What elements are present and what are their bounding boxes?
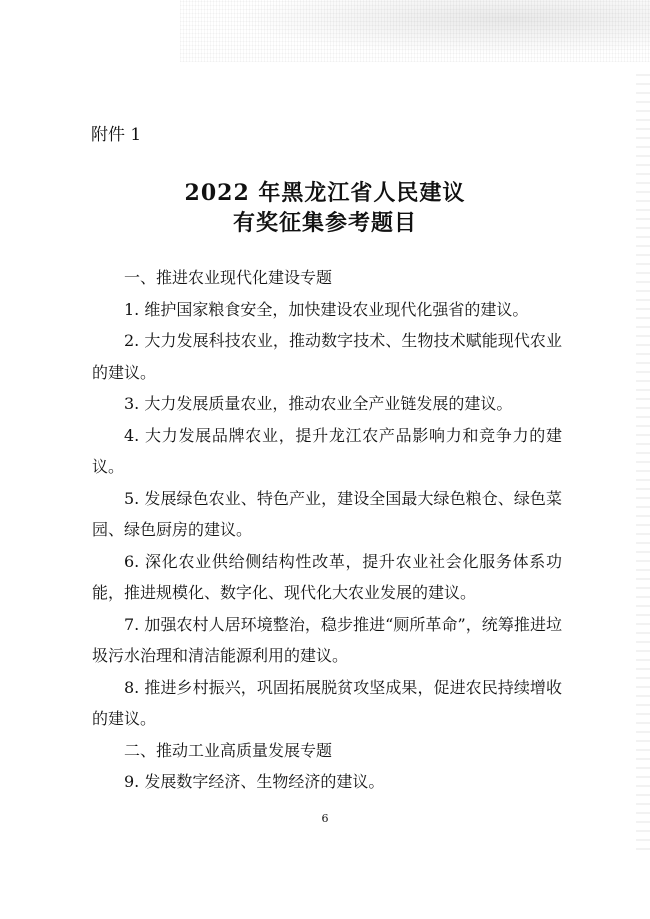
section-heading: 一、推进农业现代化建设专题 <box>124 268 333 287</box>
topic-item: 1. 维护国家粮食安全，加快建设农业现代化强省的建议。 <box>124 299 529 319</box>
topic-list <box>92 262 562 798</box>
scan-artifact <box>180 0 650 62</box>
topic-item: 3. 大力发展质量农业，推动农业全产业链发展的建议。 <box>124 394 513 413</box>
topic-item: 5. 发展绿色农业、特色产业，建设全国最大绿色粮仓、绿色菜园、绿色厨房的建议。 <box>92 488 562 539</box>
topic-item: 6. 深化农业供给侧结构性改革，提升农业社会化服务体系功能，推进规模化、数字化、现代化大农业发展的建议。 <box>92 551 562 602</box>
topic-item: 7. 加强农村人居环境整治，稳步推进“厕所革命”，统筹推进垃圾污水治理和清洁能源利用的建议。 <box>92 614 562 665</box>
page-number: 6 <box>321 812 329 825</box>
attachment-label: 附件 1 <box>91 125 142 145</box>
topic-item: 8. 推进乡村振兴，巩固拓展脱贫攻坚成果，促进农民持续增收的建议。 <box>92 677 562 728</box>
section-heading: 二、推动工业高质量发展专题 <box>124 740 333 760</box>
topic-item: 4. 大力发展品牌农业，提升龙江农产品影响力和竞争力的建议。 <box>92 425 562 476</box>
document-subtitle: 有奖征集参考题目 <box>232 210 417 236</box>
topic-item: 2. 大力发展科技农业，推动数字技术、生物技术赋能现代农业的建议。 <box>92 331 562 382</box>
topic-item: 9. 发展数字经济、生物经济的建议。 <box>124 772 385 791</box>
document-title: 2022 年黑龙江省人民建议 <box>184 180 466 206</box>
